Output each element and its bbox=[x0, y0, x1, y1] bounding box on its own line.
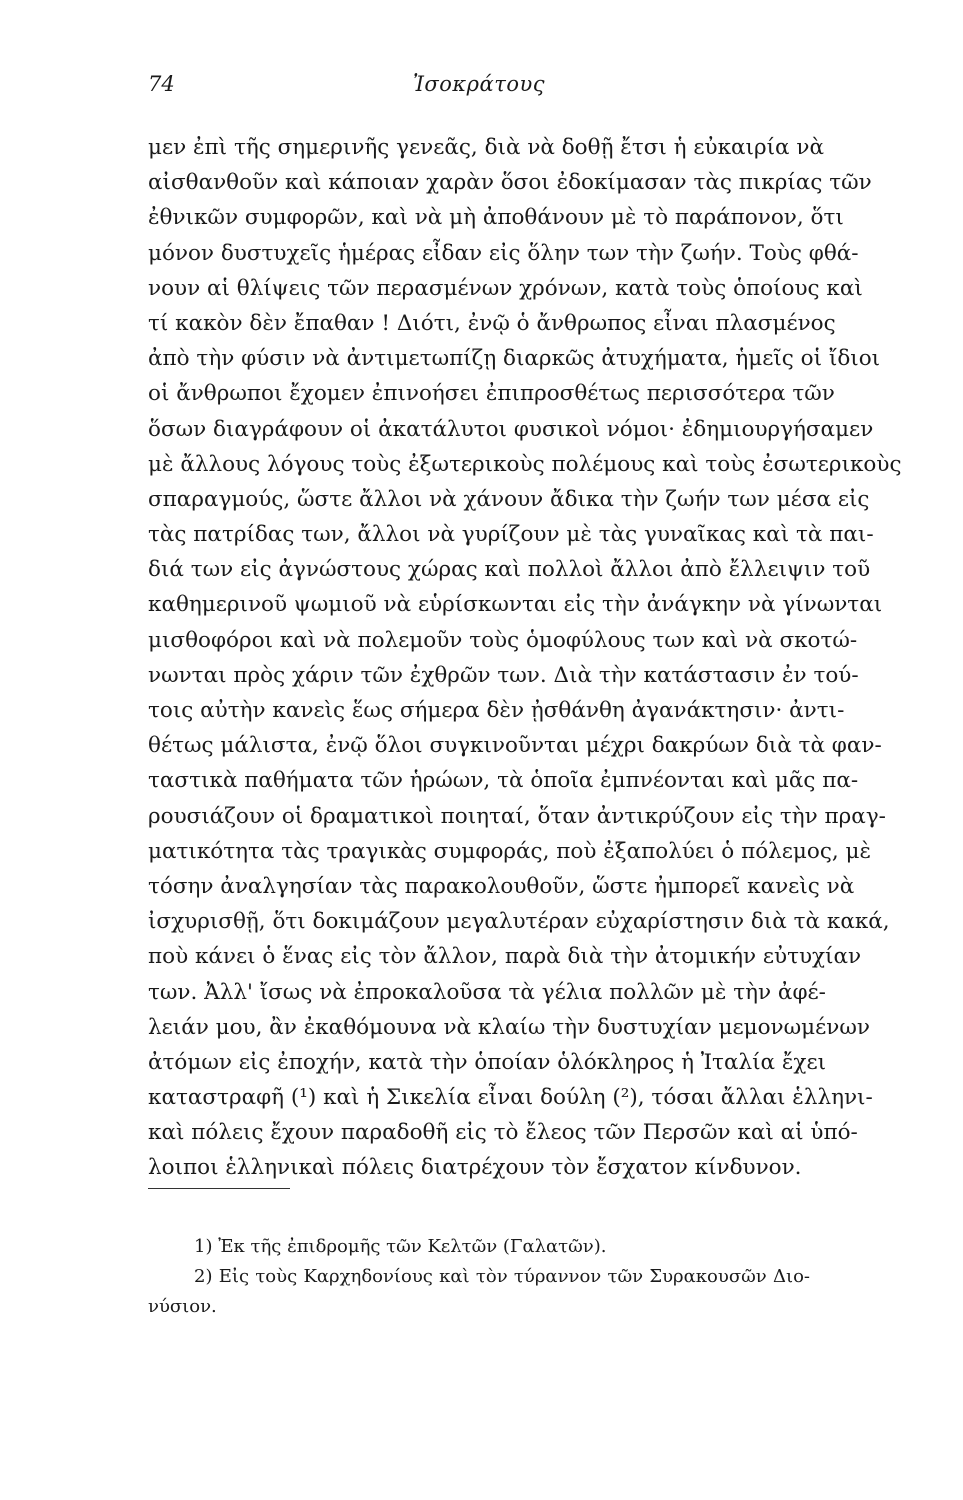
footnote-separator bbox=[148, 1188, 290, 1189]
text-line: τί κακὸν δὲν ἔπαθαν ! Διότι, ἐνῷ ὁ ἄνθρωπος εἶναι πλασμένος bbox=[148, 310, 836, 336]
page-header bbox=[148, 72, 810, 102]
text-line: καὶ πόλεις ἔχουν παραδοθῆ εἰς τὸ ἔλεος τῶν Περσῶν καὶ αἱ ὑπό- bbox=[148, 1120, 858, 1146]
text-line: μισθοφόροι καὶ νὰ πολεμοῦν τοὺς ὁμοφύλους των καὶ νὰ σκοτώ- bbox=[148, 627, 858, 653]
running-head: Ἰσοκράτους bbox=[412, 72, 545, 96]
text-line: ρουσιάζουν οἱ δραματικοὶ ποιηταί, ὅταν ἀντικρύζουν εἰς τὴν πραγ- bbox=[148, 803, 886, 829]
text-line: ἐθνικῶν συμφορῶν, καὶ νὰ μὴ ἀποθάνουν μὲ τὸ παράπονον, ὅτι bbox=[148, 205, 844, 231]
text-line: των. Ἀλλ' ἴσως νὰ ἐπροκαλοῦσα τὰ γέλια πολλῶν μὲ τὴν ἀφέ- bbox=[148, 979, 826, 1005]
text-line: λειάν μου, ἂν ἐκαθόμουνα νὰ κλαίω τὴν δυστυχίαν μεμονωμένων bbox=[148, 1014, 870, 1040]
text-line: καταστραφῆ (¹) καὶ ἡ Σικελία εἶναι δούλη (²), τόσαι ἄλλαι ἑλληνι- bbox=[148, 1085, 873, 1111]
text-line: σπαραγμούς, ὥστε ἄλλοι νὰ χάνουν ἄδικα τὴν ζωήν των μέσα εἰς bbox=[148, 486, 870, 512]
page-number: 74 bbox=[148, 72, 175, 96]
text-line: αἰσθανθοῦν καὶ κάποιαν χαρὰν ὅσοι ἐδοκίμασαν τὰς πικρίας τῶν bbox=[148, 170, 872, 196]
text-line: νωνται πρὸς χάριν τῶν ἐχθρῶν των. Διὰ τὴν κατάστασιν ἐν τού- bbox=[148, 662, 859, 688]
footnote-2: 2) Εἰς τοὺς Καρχηδονίους καὶ τὸν τύραννον τῶν Συρακουσῶν Διο- bbox=[194, 1266, 810, 1287]
footnote-1: 1) Ἐκ τῆς ἐπιδρομῆς τῶν Κελτῶν (Γαλατῶν). bbox=[194, 1236, 607, 1257]
text-line: ὅσων διαγράφουν οἱ ἀκατάλυτοι φυσικοὶ νόμοι· ἐδημιουργήσαμεν bbox=[148, 416, 874, 442]
text-line: τόσην ἀναλγησίαν τὰς παρακολουθοῦν, ὥστε ἠμπορεῖ κανεὶς νὰ bbox=[148, 873, 855, 899]
text-line: θέτως μάλιστα, ἐνῷ ὅλοι συγκινοῦνται μέχρι δακρύων διὰ τὰ φαν- bbox=[148, 733, 882, 759]
main-text bbox=[148, 130, 902, 1186]
text-line: τὰς πατρίδας των, ἄλλοι νὰ γυρίζουν μὲ τὰς γυναῖκας καὶ τὰ παι- bbox=[148, 522, 874, 548]
text-line: οἱ ἄνθρωποι ἔχομεν ἐπινοήσει ἐπιπροσθέτως περισσότερα τῶν bbox=[148, 381, 835, 407]
text-line: ταστικὰ παθήματα τῶν ἡρώων, τὰ ὁποῖα ἐμπνέονται καὶ μᾶς πα- bbox=[148, 768, 859, 794]
text-line: ποὺ κάνει ὁ ἕνας εἰς τὸν ἄλλον, παρὰ διὰ τὴν ἀτομικήν εὐτυχίαν bbox=[148, 944, 862, 970]
footnote-2-continuation: νύσιον. bbox=[148, 1296, 217, 1317]
text-line: τοις αὐτὴν κανεὶς ἕως σήμερα δὲν ᾐσθάνθη ἀγανάκτησιν· ἀντι- bbox=[148, 698, 845, 723]
text-line: μεν ἐπὶ τῆς σημερινῆς γενεᾶς, διὰ νὰ δοθῇ ἔτσι ἡ εὐκαιρία νὰ bbox=[148, 135, 824, 160]
text-line: νουν αἱ θλίψεις τῶν περασμένων χρόνων, κατὰ τοὺς ὁποίους καὶ bbox=[148, 275, 863, 301]
footnotes bbox=[148, 1232, 810, 1322]
text-line: καθημερινοῦ ψωμιοῦ νὰ εὑρίσκωνται εἰς τὴν ἀνάγκην νὰ γίνωνται bbox=[148, 592, 883, 618]
text-line: ἀτόμων εἰς ἐποχήν, κατὰ τὴν ὁποίαν ὁλόκληρος ἡ Ἰταλία ἔχει bbox=[148, 1049, 827, 1075]
text-line: μὲ ἄλλους λόγους τοὺς ἐξωτερικοὺς πολέμους καὶ τοὺς ἐσωτερικοὺς bbox=[148, 451, 902, 477]
text-line-last: λοιποι ἑλληνικαὶ πόλεις διατρέχουν τὸν ἔσχατον κίνδυνον. bbox=[148, 1155, 802, 1181]
text-line: ματικότητα τὰς τραγικὰς συμφοράς, ποὺ ἐξαπολύει ὁ πόλεμος, μὲ bbox=[148, 838, 872, 864]
text-line: διά των εἰς ἀγνώστους χώρας καὶ πολλοὶ ἄλλοι ἀπὸ ἔλλειψιν τοῦ bbox=[148, 557, 871, 583]
text-line: μόνον δυστυχεῖς ἡμέρας εἶδαν εἰς ὅλην των τὴν ζωήν. Τοὺς φθά- bbox=[148, 240, 859, 266]
text-line: ἰσχυρισθῇ, ὅτι δοκιμάζουν μεγαλυτέραν εὐχαρίστησιν διὰ τὰ κακά, bbox=[148, 909, 890, 935]
text-line: ἀπὸ τὴν φύσιν νὰ ἀντιμετωπίζῃ διαρκῶς ἀτυχήματα, ἡμεῖς οἱ ἴδιοι bbox=[148, 346, 881, 372]
